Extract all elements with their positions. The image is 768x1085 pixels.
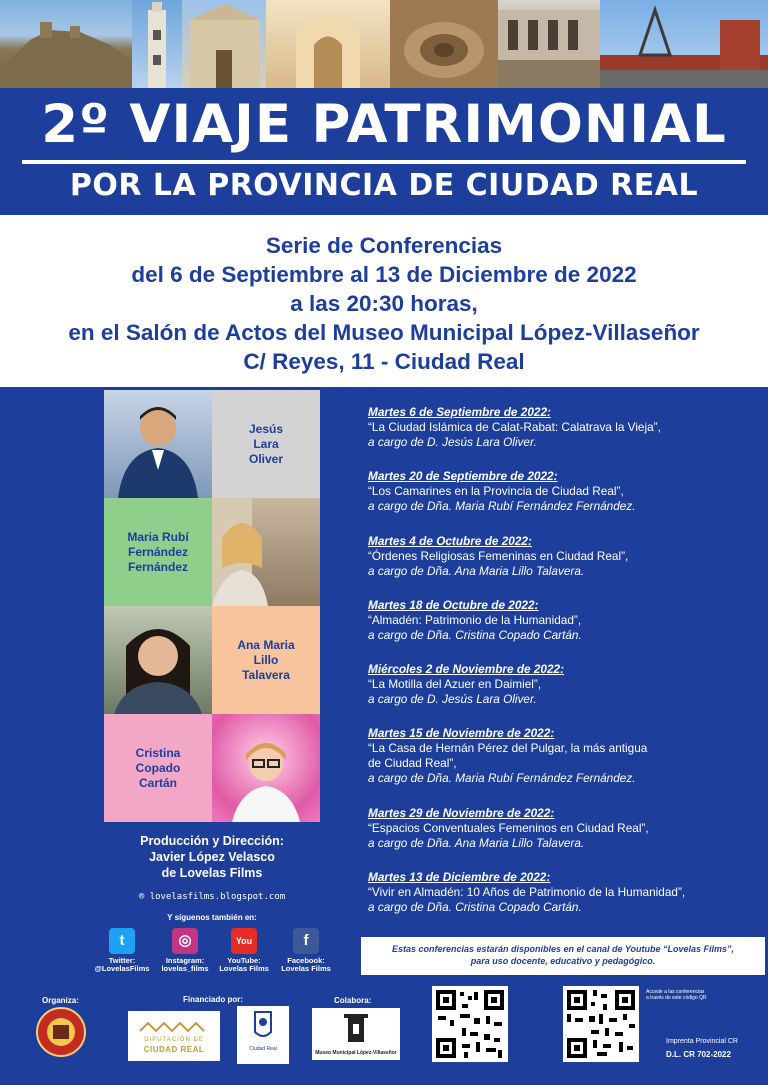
talk-speaker: a cargo de Dña. Cristina Copado Cartán.	[368, 900, 582, 914]
youtube-notice	[361, 937, 765, 975]
blog-url[interactable]: lovelasfilms.blogspot.com	[149, 892, 286, 902]
talk-date: Martes 6 de Septiembre de 2022:	[368, 405, 551, 419]
speaker-name-maria	[104, 498, 212, 606]
social-handle: Lovelas Films	[219, 964, 269, 973]
photo-castle	[0, 0, 132, 88]
notice-line: Estas conferencias estarán disponibles en el canal de Youtube “Lovelas Films”,	[391, 944, 735, 954]
speaker-name-line: Maria Rubí	[127, 529, 189, 544]
ayuntamiento-logo	[237, 1006, 289, 1064]
speaker-photo-jesus	[104, 390, 212, 498]
conference-series: Serie de Conferencias	[265, 233, 503, 258]
speaker-grid	[104, 390, 320, 822]
talk-title: “Los Camarines en la Provincia de Ciudad Real”,	[368, 484, 624, 498]
imprenta-label: Imprenta Provincial CR	[666, 1038, 738, 1045]
speaker-photo-ana	[104, 606, 212, 714]
speaker-name-line: Cartán	[138, 775, 177, 790]
social-label: Instagram:	[165, 956, 205, 965]
talk-title: “La Ciudad Islámica de Calat-Rabat: Calatrava la Vieja”,	[368, 420, 661, 434]
production-line: Producción y Dirección:	[140, 834, 284, 848]
ayuntamiento-text: Ciudad Real	[249, 1046, 277, 1052]
speaker-name-cristina	[104, 714, 212, 822]
qr-code-conferences[interactable]	[563, 986, 639, 1062]
talk-speaker: a cargo de D. Jesús Lara Oliver.	[368, 435, 537, 449]
talk-item	[368, 405, 760, 450]
talk-speaker: a cargo de Dña. Maria Rubí Fernández Fernández.	[368, 771, 636, 785]
page-subtitle: POR LA PROVINCIA DE CIUDAD REAL	[69, 168, 699, 203]
qr-note-line: a través de este código QR	[646, 995, 707, 1001]
speaker-name-jesus	[212, 390, 320, 498]
facebook-icon[interactable]: f	[293, 928, 319, 954]
talk-date: Martes 29 de Noviembre de 2022:	[368, 806, 555, 820]
social-label: Facebook:	[287, 956, 325, 965]
speaker-name-line: Fernández	[127, 559, 188, 574]
speaker-name-ana	[212, 606, 320, 714]
speaker-name-line: Cristina	[135, 745, 181, 760]
talk-item	[368, 662, 760, 707]
speaker-name-line: Talavera	[242, 667, 290, 682]
talk-speaker: a cargo de Dña. Ana Maria Lillo Talavera.	[368, 564, 585, 578]
speaker-name-line: Jesús	[248, 421, 284, 436]
diputacion-text: CIUDAD REAL	[143, 1045, 205, 1054]
speaker-name-line: Fernández	[127, 544, 188, 559]
talk-date: Martes 13 de Diciembre de 2022:	[368, 870, 551, 884]
talk-speaker: a cargo de Dña. Cristina Copado Cartán.	[368, 628, 582, 642]
talk-date: Martes 20 de Septiembre de 2022:	[368, 469, 558, 483]
legal-deposit: D.L. CR 702-2022	[666, 1050, 731, 1059]
speaker-photo-cristina	[212, 714, 320, 822]
page-title: 2º VIAJE PATRIMONIAL	[41, 94, 727, 155]
social-handle: Lovelas Films	[281, 964, 331, 973]
photo-church-interior	[266, 0, 390, 88]
speaker-name-line: Ana Maria	[237, 637, 295, 652]
instagram-icon[interactable]: ◎	[172, 928, 198, 954]
follow-us-label: Y síguenos también en:	[167, 913, 257, 922]
title-band	[0, 88, 768, 215]
talk-date: Martes 15 de Noviembre de 2022:	[368, 726, 555, 740]
speaker-name-line: Copado	[135, 760, 181, 775]
social-label: Twitter:	[108, 956, 136, 965]
qr-code-blog[interactable]	[432, 986, 508, 1062]
notice-line: para uso docente, educativo y pedagógico.	[470, 956, 656, 966]
museo-text: Museo Municipal López-Villaseñor	[315, 1050, 397, 1056]
conference-address: C/ Reyes, 11 - Ciudad Real	[243, 349, 525, 374]
talk-item	[368, 726, 760, 786]
youtube-icon[interactable]: You	[231, 928, 257, 954]
colabora-label: Colabora:	[334, 996, 372, 1005]
talk-item	[368, 870, 760, 915]
conference-venue: en el Salón de Actos del Museo Municipal López-Villaseñor	[68, 320, 700, 345]
speaker-name-line: Lara	[253, 436, 279, 451]
talk-title: “Vivir en Almadén: 10 Años de Patrimonio de la Humanidad”,	[368, 885, 686, 899]
social-youtube[interactable]	[214, 928, 274, 973]
talk-item	[368, 534, 760, 579]
social-handle: lovelas_films	[161, 964, 209, 973]
diputacion-logo	[128, 1011, 220, 1061]
social-facebook[interactable]	[276, 928, 336, 973]
organiza-label: Organiza:	[42, 996, 79, 1005]
production-line: Javier López Velasco	[149, 850, 275, 864]
talk-title: “La Casa de Hernán Pérez del Pulgar, la más antigua	[368, 741, 648, 755]
diputacion-text: DIPUTACIÓN DE	[144, 1037, 204, 1043]
photo-courtyard	[498, 0, 600, 88]
talk-title: “Espacios Conventuales Femeninos en Ciudad Real”,	[368, 821, 649, 835]
museo-logo	[312, 1008, 400, 1060]
photo-tower	[132, 0, 182, 88]
talk-title: “Almadén: Patrimonio de la Humanidad”,	[368, 613, 582, 627]
organizer-logo	[36, 1007, 86, 1057]
photo-mining-tower	[600, 0, 768, 88]
talk-date: Martes 4 de Octubre de 2022:	[368, 534, 532, 548]
speaker-name-line: Oliver	[248, 451, 284, 466]
speaker-name-line: Lillo	[253, 652, 279, 667]
twitter-icon[interactable]: t	[109, 928, 135, 954]
social-label: YouTube:	[227, 956, 261, 965]
talk-title-cont: de Ciudad Real”,	[368, 756, 457, 770]
social-instagram[interactable]	[155, 928, 215, 973]
talk-date: Miércoles 2 de Noviembre de 2022:	[368, 662, 565, 676]
conference-dates: del 6 de Septiembre al 13 de Diciembre de 2022	[131, 262, 637, 287]
talk-title: “Órdenes Religiosas Femeninas en Ciudad Real”,	[368, 549, 629, 563]
talk-item	[368, 806, 760, 851]
social-handle: @LovelasFilms	[94, 964, 150, 973]
qr-note-line: Accede a las conferencias	[646, 989, 705, 995]
financiado-label: Financiado por:	[183, 995, 243, 1004]
photo-archaeological-site	[390, 0, 498, 88]
talk-title: “La Motilla del Azuer en Daimiel”,	[368, 677, 542, 691]
production-line: de Lovelas Films	[161, 866, 263, 880]
qr-note	[646, 989, 707, 1001]
production-credits	[104, 833, 320, 881]
talk-item	[368, 598, 760, 643]
social-twitter[interactable]	[92, 928, 152, 973]
talk-speaker: a cargo de Dña. Ana Maria Lillo Talavera.	[368, 836, 585, 850]
header-photo-strip	[0, 0, 768, 88]
title-divider	[22, 160, 746, 164]
photo-facade	[182, 0, 266, 88]
blog-link[interactable]: ® lovelasfilms.blogspot.com	[138, 892, 286, 902]
conference-time: a las 20:30 horas,	[290, 291, 478, 316]
speaker-photo-maria	[212, 498, 320, 606]
talk-date: Martes 18 de Octubre de 2022:	[368, 598, 539, 612]
talk-speaker: a cargo de Dña. Maria Rubí Fernández Fernández.	[368, 499, 636, 513]
talk-speaker: a cargo de D. Jesús Lara Oliver.	[368, 692, 537, 706]
talk-item	[368, 469, 760, 514]
conference-info	[0, 215, 768, 387]
